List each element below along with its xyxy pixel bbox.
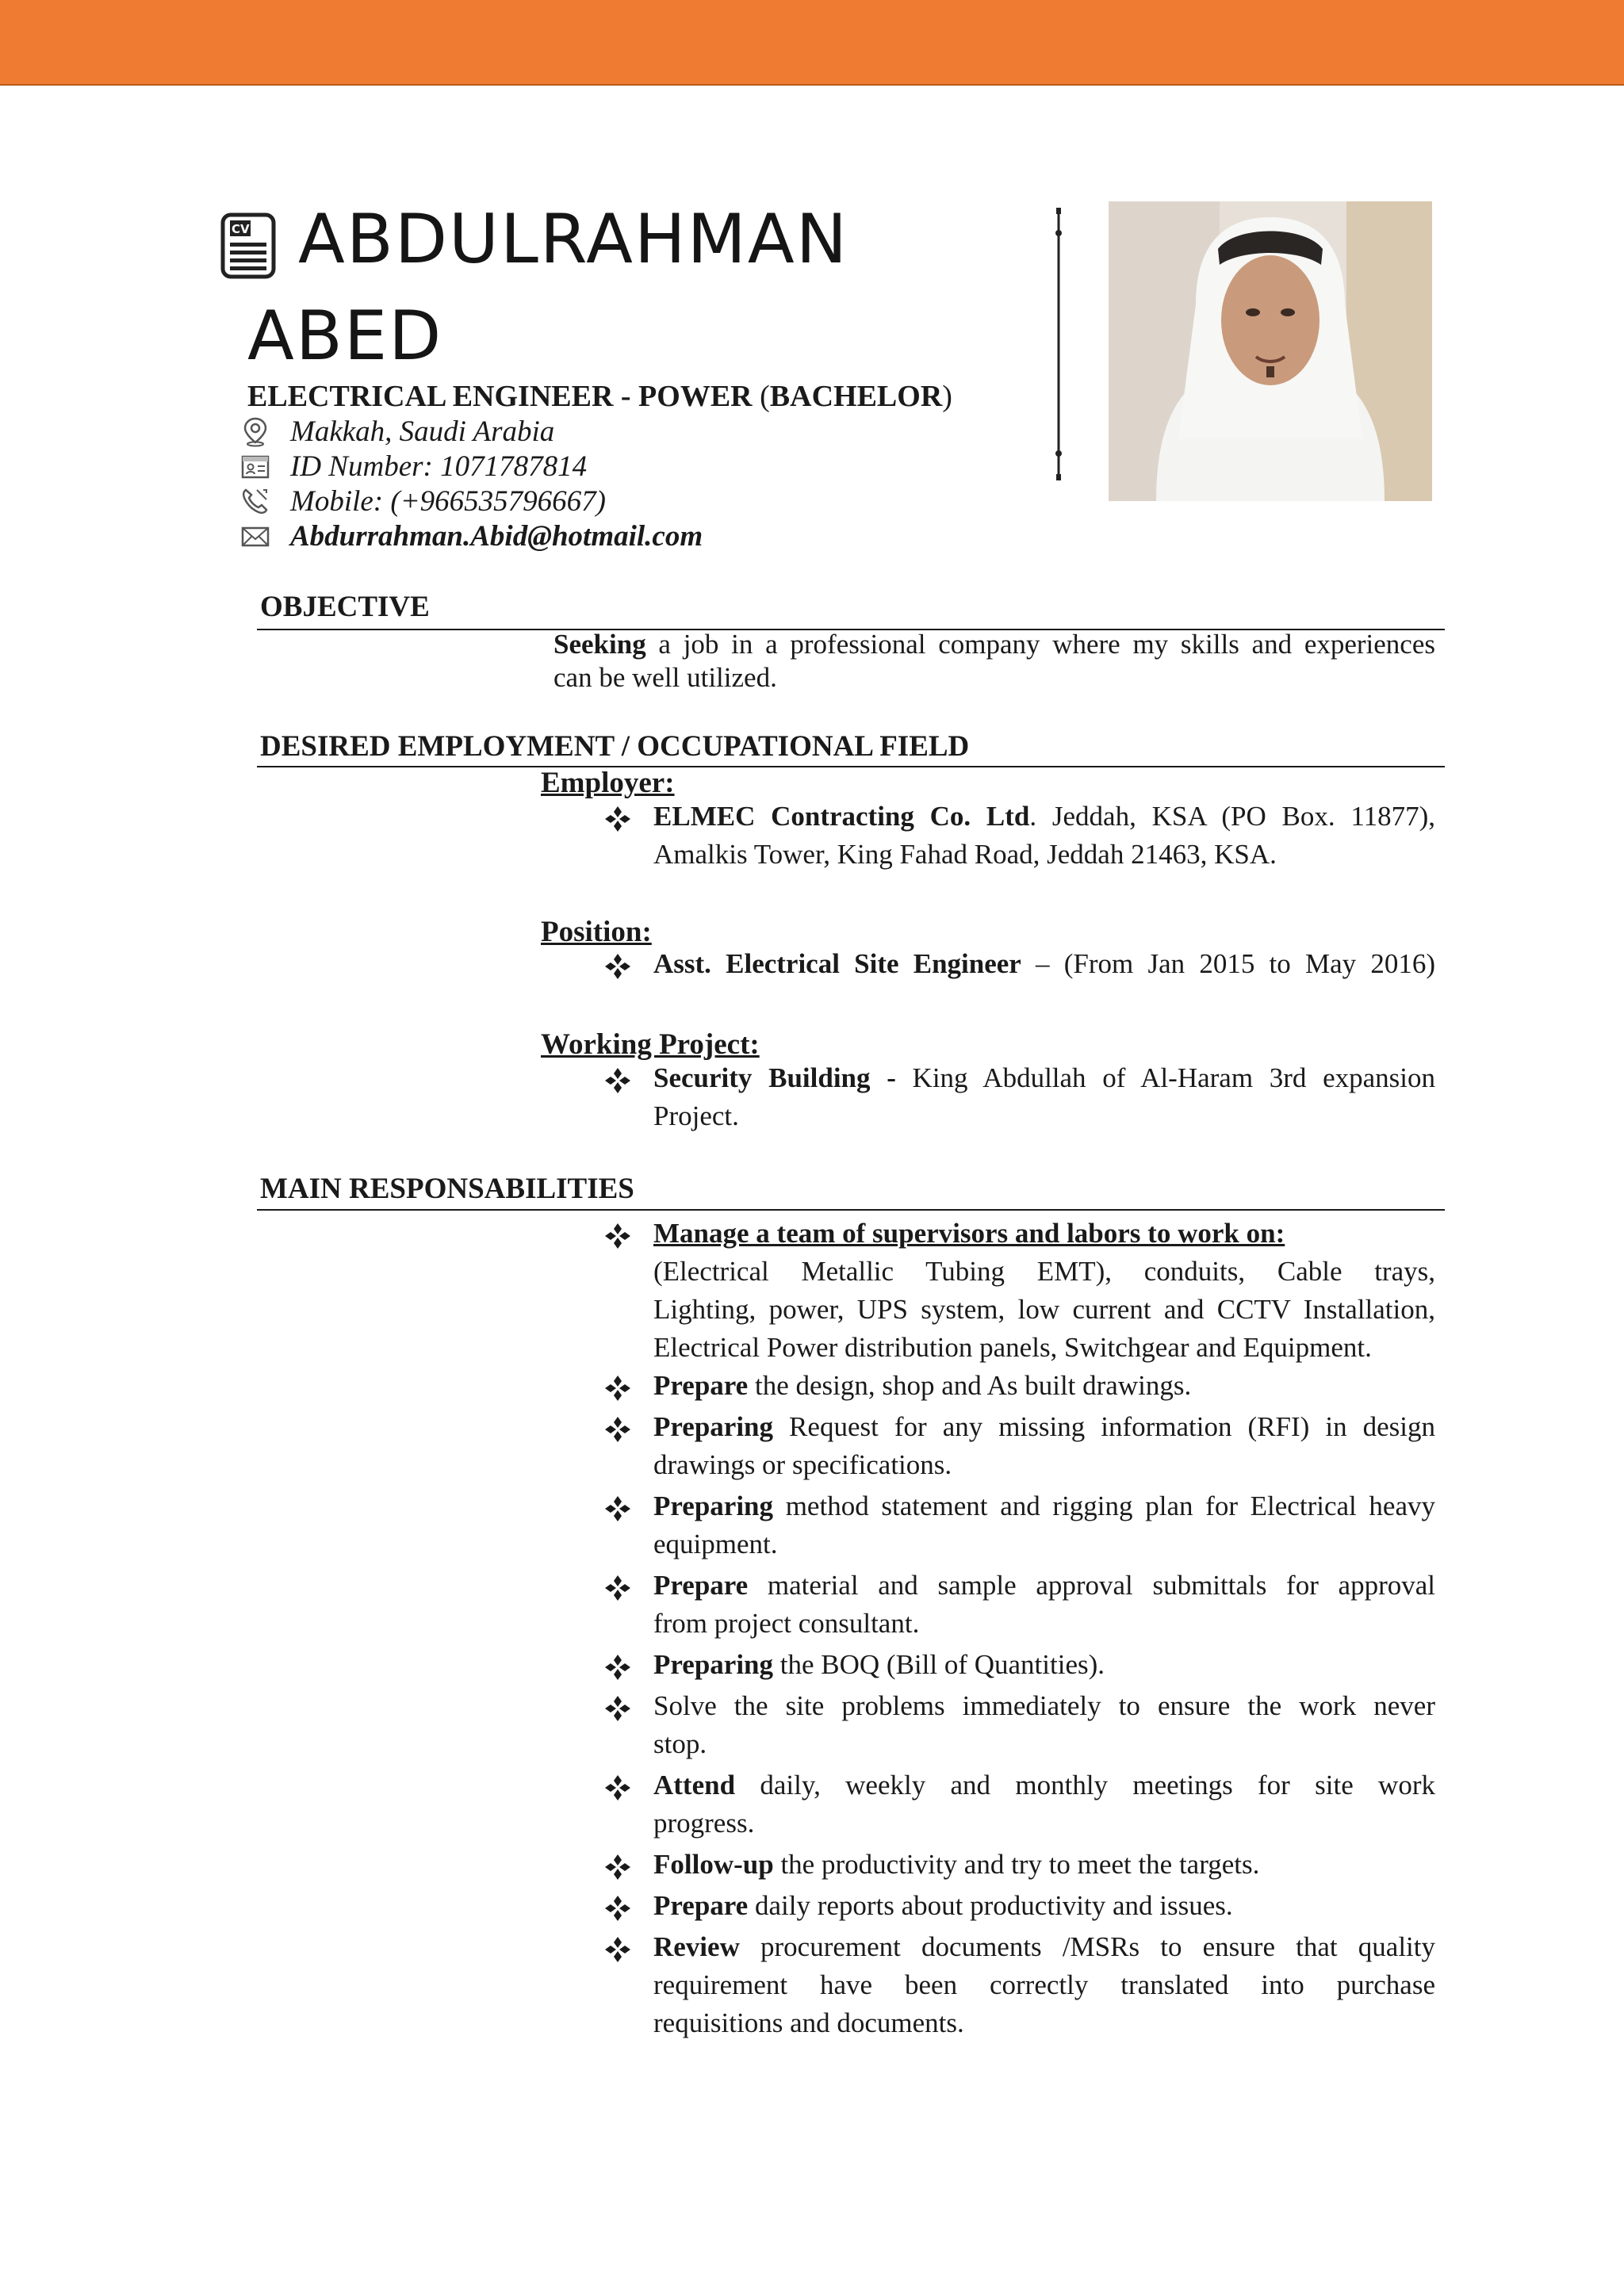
responsibility-text — [653, 1367, 1435, 1405]
responsibility-line: Electrical Power distribution panels, Switchgear and Equipment. — [653, 1332, 1372, 1363]
envelope-icon — [239, 520, 271, 552]
objective-line2: can be well utilized. — [553, 662, 777, 693]
id-number-text: ID Number: 1071787814 — [290, 450, 588, 483]
responsibility-line: Solve the site problems immediately to ensure the work never — [653, 1690, 1435, 1721]
employer-label: Employer: — [541, 767, 675, 799]
profile-photo — [1109, 201, 1432, 501]
mobile-text: Mobile: (+966535796667) — [290, 484, 606, 518]
employer-line1: . Jeddah, KSA (PO Box. 11877), — [1029, 801, 1435, 832]
employer-text — [653, 798, 1435, 874]
cv-document-icon — [220, 212, 276, 279]
contact-id — [239, 449, 587, 484]
responsibility-lead: Review — [653, 1931, 740, 1962]
contact-mobile — [239, 484, 606, 519]
diamond-bullet-icon — [604, 1375, 631, 1402]
diamond-bullet-icon — [604, 1495, 631, 1522]
responsibility-lead: Preparing — [653, 1411, 774, 1442]
location-text: Makkah, Saudi Arabia — [290, 415, 555, 448]
position-label: Position: — [541, 916, 652, 948]
objective-text — [553, 628, 1435, 695]
contact-email — [239, 519, 703, 553]
job-title-degree: BACHELOR — [769, 380, 943, 413]
diamond-bullet-icon — [604, 1654, 631, 1681]
project-name: Security Building - — [653, 1062, 896, 1093]
job-title — [247, 379, 952, 414]
responsibility-text — [653, 1215, 1435, 1367]
responsibility-line: stop. — [653, 1728, 707, 1759]
responsibility-lead: Follow-up — [653, 1849, 774, 1880]
responsibilities-heading: MAIN RESPONSABILITIES — [260, 1173, 634, 1205]
responsibility-lead: Manage a team of supervisors and labors to work on: — [653, 1218, 1285, 1249]
responsibility-line: daily, weekly and monthly meetings for site work — [735, 1770, 1435, 1800]
project-line1: King Abdullah of Al-Haram 3rd expansion — [895, 1062, 1435, 1093]
employer-name: ELMEC Contracting Co. Ltd — [653, 801, 1030, 832]
header-vertical-divider — [1055, 208, 1063, 480]
responsibility-line: from project consultant. — [653, 1608, 920, 1639]
diamond-bullet-icon — [604, 953, 631, 980]
responsibility-line: the productivity and try to meet the targets. — [773, 1849, 1260, 1880]
diamond-bullet-icon — [604, 1575, 631, 1601]
responsibility-text — [653, 1687, 1435, 1763]
employment-rule — [257, 766, 1445, 767]
project-line2: Project. — [653, 1100, 739, 1131]
diamond-bullet-icon — [604, 1695, 631, 1722]
job-title-paren-close: ) — [942, 380, 952, 413]
name-last: ABED — [247, 297, 443, 376]
contact-location — [239, 414, 554, 449]
responsibility-text — [653, 1887, 1435, 1925]
diamond-bullet-icon — [604, 806, 631, 832]
position-title: Asst. Electrical Site Engineer — [653, 948, 1021, 979]
objective-lead: Seeking — [553, 629, 646, 660]
responsibility-line: material and sample approval submittals for approval — [748, 1570, 1435, 1601]
diamond-bullet-icon — [604, 1223, 631, 1249]
position-dates: – (From Jan 2015 to May 2016) — [1021, 948, 1435, 979]
project-label: Working Project: — [541, 1028, 760, 1061]
diamond-bullet-icon — [604, 1774, 631, 1801]
responsibility-lead: Prepare — [653, 1370, 749, 1401]
responsibility-text — [653, 1646, 1435, 1684]
responsibility-lead: Preparing — [653, 1490, 774, 1521]
responsibility-text — [653, 1408, 1435, 1484]
svg-text:CV: CV — [232, 222, 250, 236]
responsibility-line: progress. — [653, 1808, 755, 1839]
responsibility-lead: Preparing — [653, 1649, 774, 1680]
responsibility-text — [653, 1766, 1435, 1843]
responsibility-lead: Prepare — [653, 1570, 749, 1601]
responsibility-text — [653, 1846, 1435, 1884]
position-text — [653, 945, 1435, 983]
email-text: Abdurrahman.Abid@hotmail.com — [290, 519, 703, 553]
diamond-bullet-icon — [604, 1895, 631, 1922]
responsibility-line: the BOQ (Bill of Quantities). — [773, 1649, 1105, 1680]
responsibility-line: Request for any missing information (RFI) in design — [773, 1411, 1435, 1442]
diamond-bullet-icon — [604, 1936, 631, 1963]
responsibility-line: Lighting, power, UPS system, low current and CCTV Installation, — [653, 1294, 1435, 1325]
diamond-bullet-icon — [604, 1854, 631, 1881]
responsibility-lead-underline — [653, 1218, 1285, 1249]
id-card-icon — [239, 450, 271, 482]
responsibility-text — [653, 1567, 1435, 1643]
responsibility-line: equipment. — [653, 1529, 778, 1559]
top-accent-bar — [0, 0, 1624, 86]
employer-line2: Amalkis Tower, King Fahad Road, Jeddah 21463, KSA. — [653, 839, 1277, 870]
job-title-main: ELECTRICAL ENGINEER - POWER — [247, 380, 760, 413]
employment-heading: DESIRED EMPLOYMENT / OCCUPATIONAL FIELD — [260, 730, 970, 763]
responsibility-text — [653, 1487, 1435, 1563]
responsibility-lead: Prepare — [653, 1890, 749, 1921]
project-text — [653, 1059, 1435, 1135]
responsibility-text — [653, 1928, 1435, 2042]
job-title-paren-open: ( — [760, 380, 770, 413]
diamond-bullet-icon — [604, 1416, 631, 1443]
responsibility-line: daily reports about productivity and issues. — [748, 1890, 1233, 1921]
location-pin-icon — [239, 415, 271, 447]
objective-line1: a job in a professional company where my skills and experiences — [645, 629, 1435, 660]
responsibility-line: requirement have been correctly translated into purchase — [653, 1969, 1435, 2000]
objective-heading: OBJECTIVE — [260, 591, 430, 623]
phone-icon — [239, 485, 271, 517]
responsibility-line: drawings or specifications. — [653, 1449, 952, 1480]
name-first: ABDULRAHMAN — [298, 200, 849, 279]
responsibility-line: procurement documents /MSRs to ensure that quality — [739, 1931, 1435, 1962]
responsibility-line: (Electrical Metallic Tubing EMT), conduits, Cable trays, — [653, 1256, 1435, 1287]
responsibility-lead: Attend — [653, 1770, 736, 1800]
responsibility-line: the design, shop and As built drawings. — [748, 1370, 1192, 1401]
responsibility-line: method statement and rigging plan for Electrical heavy — [773, 1490, 1435, 1521]
responsibilities-rule — [257, 1209, 1445, 1211]
diamond-bullet-icon — [604, 1067, 631, 1094]
responsibility-line: requisitions and documents. — [653, 2007, 964, 2038]
